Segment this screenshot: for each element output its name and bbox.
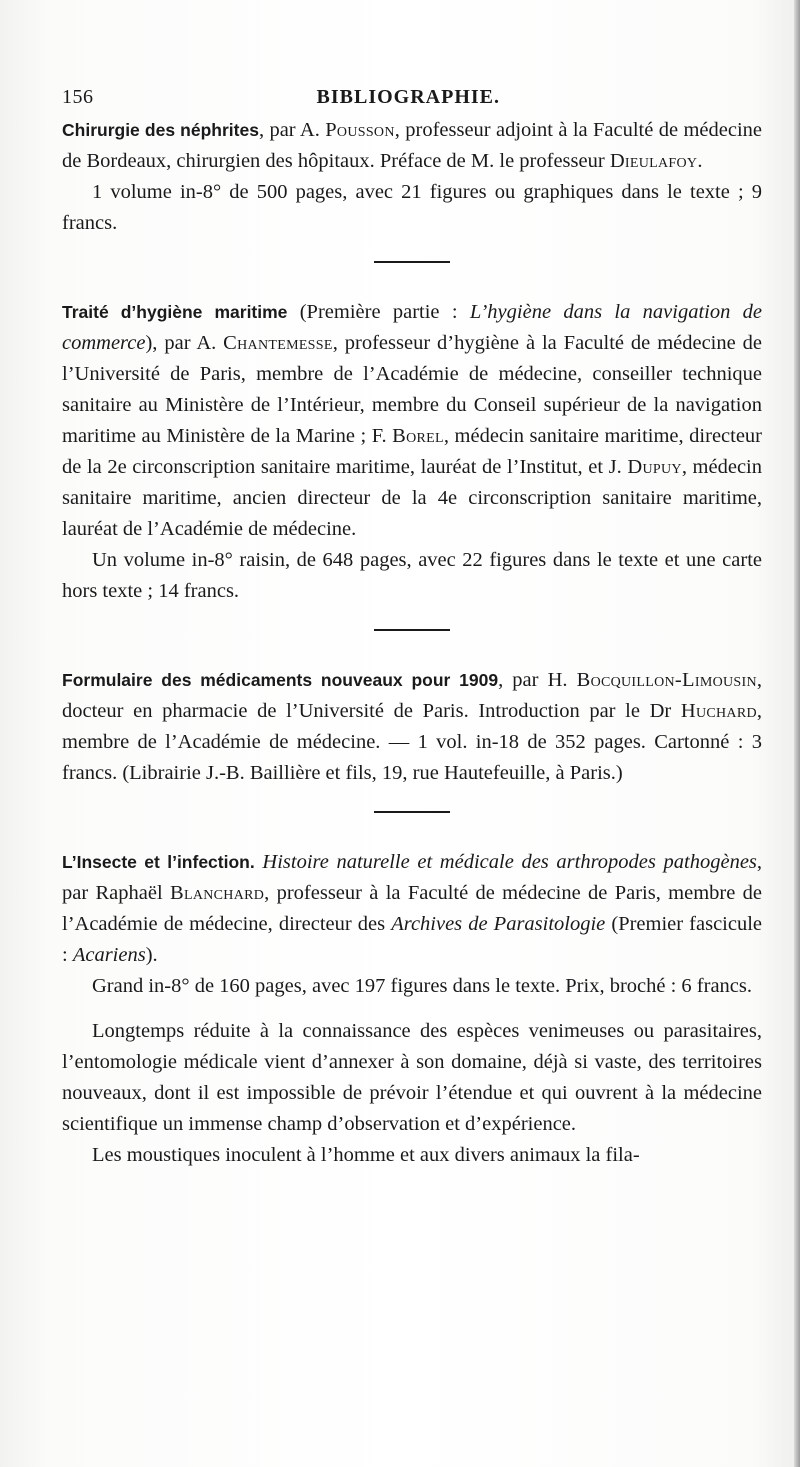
entry-1-details: 1 volume in-8° de 500 pages, avec 21 figures ou graphiques dans le texte ; 9 francs. bbox=[62, 181, 762, 234]
entry-4-details: Grand in-8° de 160 pages, avec 197 figures dans le texte. Prix, broché : 6 francs. bbox=[92, 975, 753, 997]
paragraph-gap bbox=[62, 1002, 762, 1016]
entry-4-fascicle: Acariens bbox=[72, 944, 146, 966]
text-segment: , par A. bbox=[258, 119, 326, 141]
entry-3-title: Formulaire des médicaments nouveaux pour 1909 bbox=[62, 670, 499, 690]
bibliography-entry-1 bbox=[62, 115, 762, 239]
entry-2-details: Un volume in-8° raisin, de 648 pages, avec 22 figures dans le texte et une carte hors texte ; 14 francs. bbox=[62, 549, 762, 602]
text-segment: (Première partie : bbox=[287, 301, 470, 323]
entry-4-review-paragraph-2: Les moustiques inoculent à l’homme et aux divers animaux la fila- bbox=[92, 1144, 640, 1166]
text-segment: , professeur adjoint à la Faculté de médecine de Bordeaux, chirurgien des hôpitaux. Préface de M. le professeur bbox=[62, 119, 762, 172]
entry-2-author-2: Borel bbox=[392, 425, 444, 447]
entry-1-description bbox=[62, 115, 762, 177]
text-segment: , médecin sanitaire maritime, directeur de la 2e circonscription sanitaire maritime, lauréat de l’Institut, et J. bbox=[62, 425, 763, 478]
page-edge-shadow bbox=[794, 0, 800, 1467]
entry-4-subtitle: Histoire naturelle et médicale des arthropodes pathogènes bbox=[262, 851, 757, 873]
page-number: 156 bbox=[62, 86, 94, 108]
entry-2-subtitle: L’hygiène dans la navigation de commerce bbox=[62, 301, 762, 354]
text-segment: ). bbox=[145, 944, 158, 966]
entry-2-title: Traité d’hygiène maritime bbox=[62, 302, 288, 322]
section-divider bbox=[374, 811, 450, 813]
text-segment: , professeur à la Faculté de médecine de Paris, membre de l’Académie de médecine, directeur des bbox=[62, 882, 762, 935]
text-segment: , professeur d’hygiène à la Faculté de médecine de l’Université de Paris, membre de l’Académie de médecine, conseiller technique sanitaire au Ministère de l’Intérieur, membre du Conseil supérieur de la navigation maritime au Ministère de la Marine ; F. bbox=[62, 332, 762, 447]
entry-1-title: Chirurgie des néphrites bbox=[62, 120, 259, 140]
running-title: BIBLIOGRAPHIE. bbox=[316, 86, 500, 108]
text-segment: ), par A. bbox=[145, 332, 224, 354]
text-segment: . bbox=[697, 150, 703, 172]
entry-4-description bbox=[62, 847, 762, 971]
running-head bbox=[62, 86, 762, 109]
entry-1-preface-author: Dieulafoy bbox=[609, 150, 698, 172]
text-segment: , membre de l’Académie de médecine. — 1 vol. in-18 de 352 pages. Cartonné : 3 francs. (Librairie J.-B. Baillière et fils, 19, rue Hautefeuille, à Paris.) bbox=[62, 700, 762, 784]
entry-4-journal: Archives de Parasitologie bbox=[391, 913, 606, 935]
text-segment: , par H. bbox=[498, 669, 577, 691]
bibliography-entry-4 bbox=[62, 847, 762, 1171]
entry-2-author-1: Chantemesse bbox=[223, 332, 333, 354]
entry-1-author: Pousson bbox=[325, 119, 395, 141]
entry-3-author: Bocquillon-Limousin bbox=[576, 669, 757, 691]
section-divider bbox=[374, 629, 450, 631]
bibliography-entry-2 bbox=[62, 297, 762, 607]
entry-4-review-paragraph-1: Longtemps réduite à la connaissance des espèces venimeuses ou parasitaires, l’entomologie médicale vient d’annexer à son domaine, déjà si vaste, des territoires nouveaux, dont il est impossible de prévoir l’étendue et qui ouvrent à la médecine scientifique un immense champ d’observation et d’expérience. bbox=[62, 1020, 762, 1135]
entry-4-author: Blanchard bbox=[170, 882, 265, 904]
text-segment: (Premier fascicule : bbox=[62, 913, 763, 966]
entry-4-title: L’Insecte et l’infection. bbox=[62, 852, 255, 872]
bibliography-entry-3 bbox=[62, 665, 762, 789]
page-content bbox=[62, 86, 762, 1171]
entry-3-description bbox=[62, 665, 762, 789]
section-divider bbox=[374, 261, 450, 263]
entry-2-author-3: Dupuy bbox=[627, 456, 682, 478]
entry-3-intro-author: Huchard bbox=[680, 700, 757, 722]
entry-2-description bbox=[62, 297, 762, 545]
text-segment: , par Raphaël bbox=[62, 851, 763, 904]
text-segment: , médecin sanitaire maritime, ancien directeur de la 4e circonscription sanitaire maritime, lauréat de l’Académie de médecine. bbox=[62, 456, 762, 540]
text-segment: , docteur en pharmacie de l’Université de Paris. Introduction par le Dr bbox=[62, 669, 762, 722]
